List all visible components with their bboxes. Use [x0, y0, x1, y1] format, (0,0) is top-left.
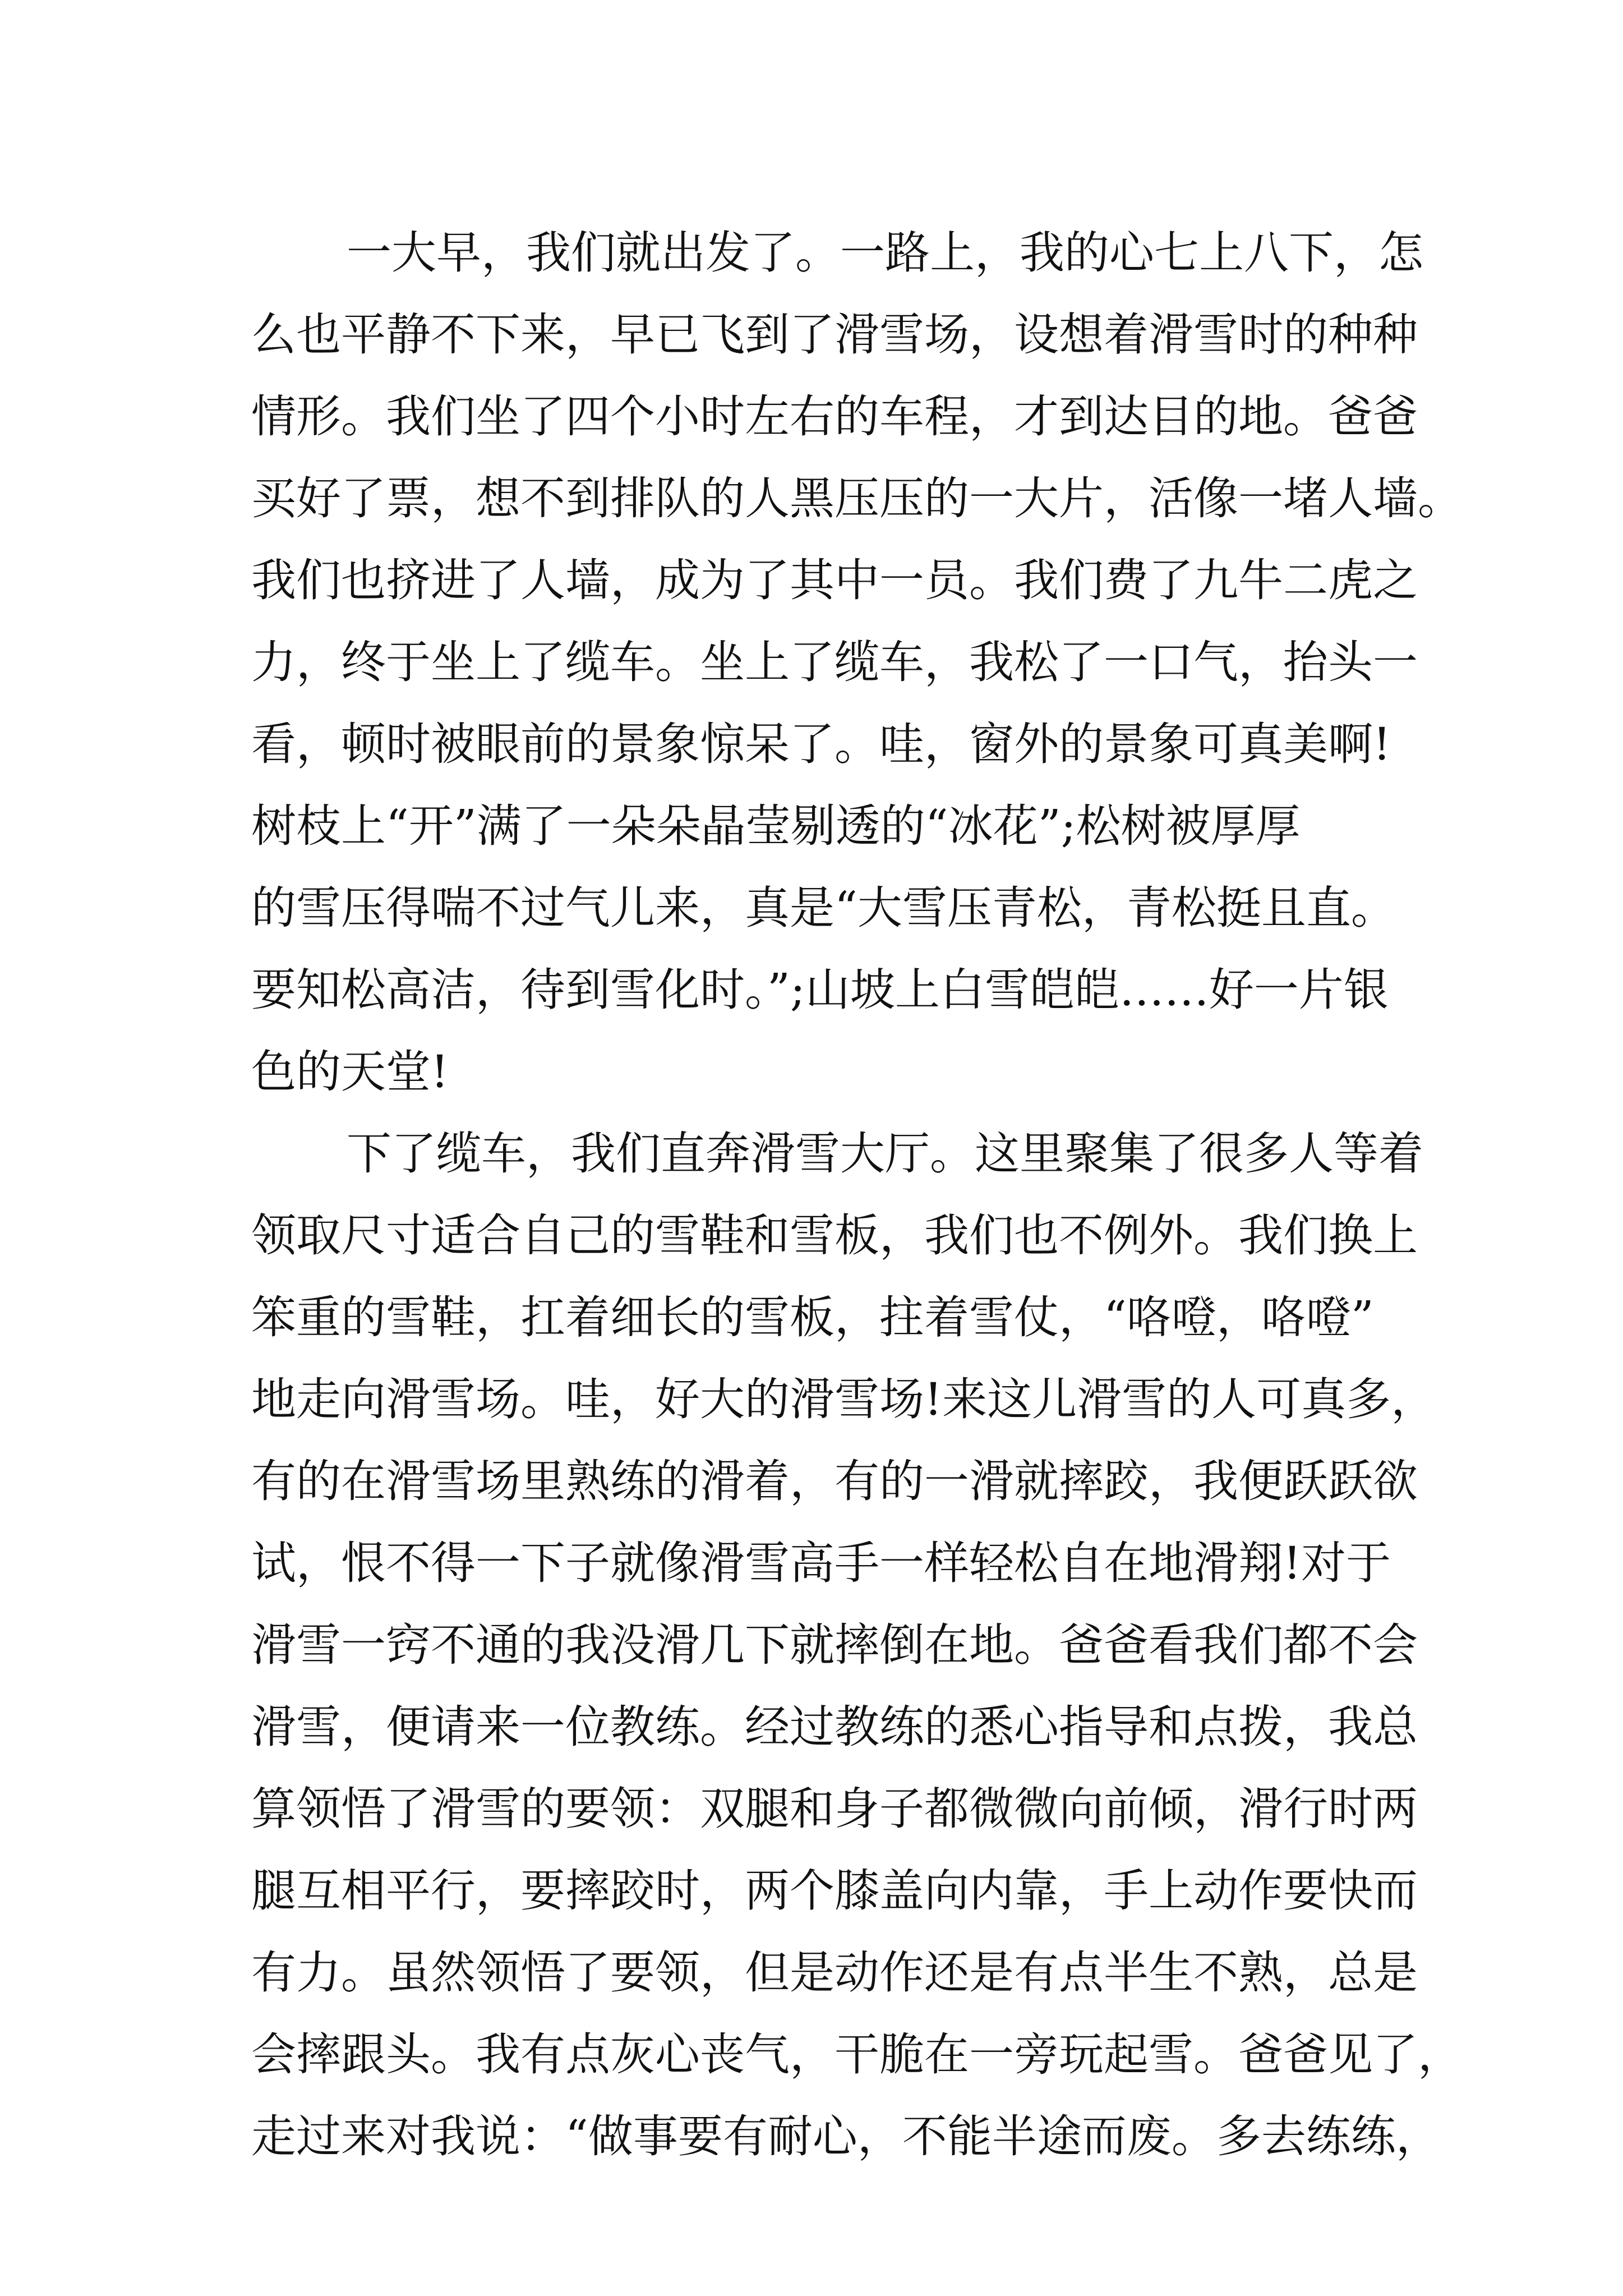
text-line: 试，恨不得一下子就像滑雪高手一样轻松自在地滑翔!对于 [251, 1537, 1391, 1589]
text-line: 笨重的雪鞋，扛着细长的雪板，拄着雪仗，“咯噔，咯噔” [251, 1291, 1374, 1343]
text-line: 滑雪一窍不通的我没滑几下就摔倒在地。爸爸看我们都不会 [251, 1619, 1418, 1671]
text-line: 力，终于坐上了缆车。坐上了缆车，我松了一口气，抬头一 [251, 636, 1418, 688]
text-line: 下了缆车，我们直奔滑雪大厅。这里聚集了很多人等着 [347, 1128, 1423, 1180]
text-line: 我们也挤进了人墙，成为了其中一员。我们费了九牛二虎之 [251, 554, 1418, 606]
essay-text [251, 212, 1463, 2178]
text-line: 领取尺寸适合自己的雪鞋和雪板，我们也不例外。我们换上 [251, 1209, 1418, 1262]
text-line: 买好了票，想不到排队的人黑压压的一大片，活像一堵人墙。 [251, 472, 1463, 524]
text-line: 要知松高洁，待到雪化时。”;山坡上白雪皑皑……好一片银 [251, 964, 1389, 1016]
text-line: 走过来对我说：“做事要有耐心，不能半途而废。多去练练， [251, 2110, 1441, 2162]
text-line: 情形。我们坐了四个小时左右的车程，才到达目的地。爸爸 [251, 390, 1418, 443]
text-line: 腿互相平行，要摔跤时，两个膝盖向内靠，手上动作要快而 [251, 1865, 1418, 1917]
text-line: 色的天堂! [251, 1046, 449, 1098]
text-line: 滑雪，便请来一位教练。经过教练的悉心指导和点拨，我总 [251, 1701, 1418, 1753]
text-line: 一大早，我们就出发了。一路上，我的心七上八下，怎 [347, 227, 1423, 279]
text-line: 看，顿时被眼前的景象惊呆了。哇，窗外的景象可真美啊! [251, 718, 1391, 770]
text-line: 么也平静不下来，早已飞到了滑雪场，设想着滑雪时的种种 [251, 309, 1418, 361]
text-line: 树枝上“开”满了一朵朵晶莹剔透的“冰花”;松树被厚厚 [251, 800, 1301, 852]
text-line: 有的在滑雪场里熟练的滑着，有的一滑就摔跤，我便跃跃欲 [251, 1455, 1418, 1507]
text-line: 有力。虽然领悟了要领，但是动作还是有点半生不熟，总是 [251, 1947, 1418, 1999]
text-line: 地走向滑雪场。哇，好大的滑雪场!来这儿滑雪的人可真多， [251, 1373, 1436, 1425]
text-line: 算领悟了滑雪的要领：双腿和身子都微微向前倾，滑行时两 [251, 1783, 1418, 1835]
text-line: 的雪压得喘不过气儿来，真是“大雪压青松，青松挺且直。 [251, 882, 1396, 934]
text-line: 会摔跟头。我有点灰心丧气，干脆在一旁玩起雪。爸爸见了， [251, 2028, 1463, 2081]
